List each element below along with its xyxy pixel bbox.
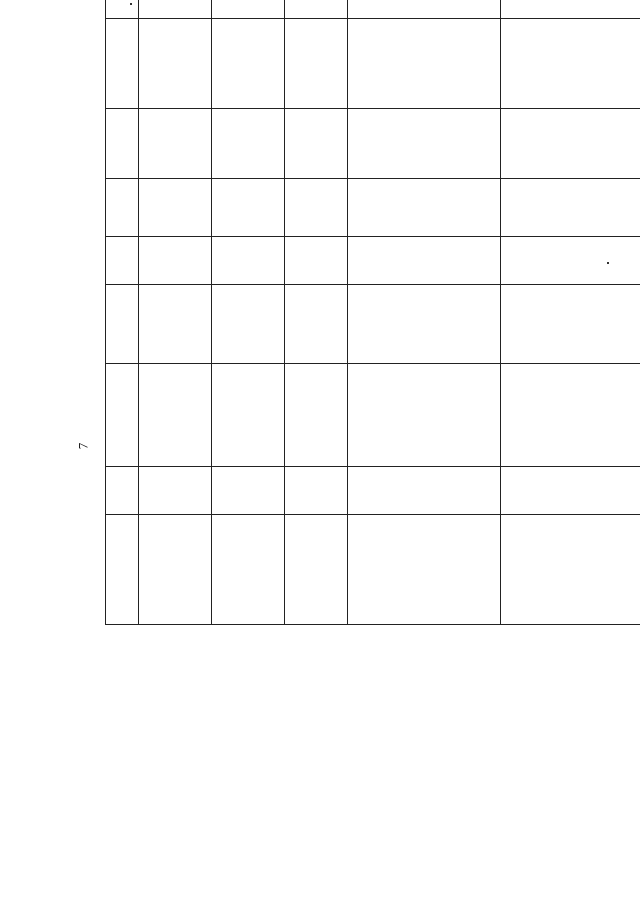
answer-cell (501, 467, 640, 514)
answer-cell (501, 363, 640, 467)
table-row (348, 0, 501, 625)
table-row (501, 0, 640, 625)
answer-cell (139, 18, 212, 108)
answer-cell (285, 0, 348, 18)
answer-cell (139, 467, 212, 514)
answer-cell (212, 284, 285, 363)
answer-cell (139, 108, 212, 178)
answer-cell (348, 0, 501, 18)
answer-cell (106, 108, 139, 178)
answer-cell (139, 178, 212, 237)
answer-cell (348, 363, 501, 467)
answer-cell (501, 237, 640, 284)
answer-cell (212, 0, 285, 18)
table-row (212, 0, 285, 625)
answer-cell (212, 514, 285, 624)
answer-cell (501, 108, 640, 178)
answer-cell (501, 514, 640, 624)
answer-cell (139, 514, 212, 624)
answer-cell (139, 363, 212, 467)
answer-cell (348, 284, 501, 363)
answer-cell (106, 18, 139, 108)
table-row (106, 0, 139, 625)
answer-cell (106, 284, 139, 363)
table-row (285, 0, 348, 625)
answer-cell (285, 363, 348, 467)
page-number: 7 (75, 442, 91, 450)
answer-cell (106, 467, 139, 514)
answer-cell (212, 178, 285, 237)
table-row (139, 0, 212, 625)
answer-cell (285, 467, 348, 514)
answer-cell (501, 178, 640, 237)
answer-cell (348, 178, 501, 237)
answer-cell (285, 514, 348, 624)
answer-cell (212, 363, 285, 467)
answer-cell (285, 108, 348, 178)
answer-cell (348, 108, 501, 178)
answer-cell (285, 178, 348, 237)
answer-cell (139, 0, 212, 18)
answer-cell (106, 514, 139, 624)
answer-cell (212, 467, 285, 514)
answer-cell (106, 237, 139, 284)
answer-cell (106, 363, 139, 467)
answer-cell (106, 0, 139, 18)
answer-cell (285, 18, 348, 108)
answer-cell (212, 108, 285, 178)
rotated-table-area (105, 15, 640, 895)
answer-cell (348, 467, 501, 514)
answer-cell (501, 0, 640, 18)
answer-cell (285, 237, 348, 284)
answer-cell (139, 237, 212, 284)
answer-cell (212, 237, 285, 284)
checklist-table (105, 0, 640, 625)
answer-cell (106, 178, 139, 237)
answer-cell (501, 18, 640, 108)
answer-cell (501, 284, 640, 363)
answer-cell (139, 284, 212, 363)
answer-cell (348, 18, 501, 108)
answer-cell (348, 237, 501, 284)
answer-cell (285, 284, 348, 363)
answer-cell (212, 18, 285, 108)
answer-cell (348, 514, 501, 624)
